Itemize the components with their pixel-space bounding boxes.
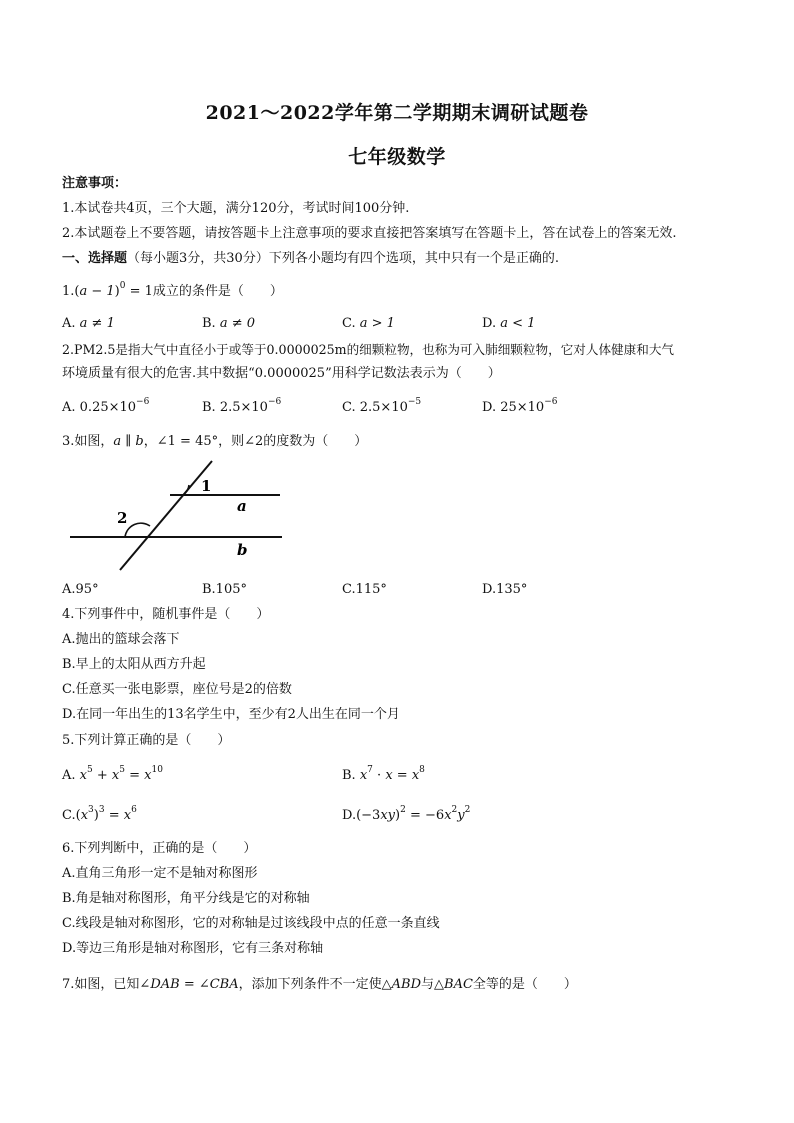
- q5-option-d: $D.(-3xy)^2 = -6x^2y^2$: [342, 805, 471, 823]
- q2-option-b: B. $2.5\times 10^{-6}$: [202, 397, 282, 415]
- q1-option-b: B. a ≠ 0: [202, 316, 256, 331]
- question-4: 4.下列事件中，随机事件是（ ）: [62, 607, 270, 622]
- q7-text-3: 与: [421, 977, 435, 992]
- q1-option-a: A. a ≠ 1: [62, 316, 115, 331]
- label-angle-2: 2: [117, 509, 128, 527]
- q1-text: 成立的条件是（ ）: [152, 284, 283, 299]
- q3-option-b: B.105°: [202, 582, 247, 597]
- notes-heading: 注意事项：: [62, 176, 128, 191]
- section-1-desc: （每小题3分，共30分）下列各小题均有四个选项，其中只有一个是正确的.: [127, 251, 559, 266]
- q2-line-1: 2.PM2.5是指大气中直径小于或等于0.0000025m的细颗粒物，也称为可入肺细颗粒物，它对人体健康和大气: [62, 342, 675, 357]
- q2-line-2: 环境质量有很大的危害.其中数据“0.0000025”用科学记数法表示为（ ）: [62, 366, 501, 381]
- question-6: 6.下列判断中，正确的是（ ）: [62, 841, 257, 856]
- q3-option-d: D.135°: [482, 582, 528, 597]
- q1-formula: $(a - 1)^0 = 1$: [74, 281, 153, 299]
- q3-figure: [62, 456, 292, 574]
- q6-option-a: A.直角三角形一定不是轴对称图形: [62, 866, 258, 881]
- q2-option-c: C. $2.5\times 10^{-5}$: [342, 397, 422, 415]
- exam-title: 2021～2022学年第二学期期末调研试题卷: [205, 102, 589, 124]
- q6-option-c: C.线段是轴对称图形，它的对称轴是过该线段中点的任意一条直线: [62, 916, 440, 931]
- q3-text: 3.如图，: [62, 434, 114, 449]
- label-line-a: a: [237, 497, 247, 515]
- q3-angle: ∠1 = 45°: [156, 434, 219, 449]
- q5-option-b: B. $x^7 \cdot x = x^8$: [342, 765, 425, 783]
- question-7: [62, 975, 577, 995]
- q3-option-c: C.115°: [342, 582, 387, 597]
- q7-triangle-abd: △ABD: [381, 977, 422, 992]
- q2-option-d: D. $25\times 10^{-6}$: [482, 397, 558, 415]
- q6-option-b: B.角是轴对称图形，角平分线是它的对称轴: [62, 891, 310, 906]
- q7-condition: ∠DAB = ∠CBA: [139, 977, 239, 992]
- question-5: 5.下列计算正确的是（ ）: [62, 733, 231, 748]
- question-3: 3.如图，a ∥ b，∠1 = 45°，则∠2的度数为（ ）: [62, 434, 368, 449]
- q3-option-a: A.95°: [62, 582, 99, 597]
- q3-formula: a ∥ b: [113, 434, 144, 449]
- q1-number: 1.: [62, 284, 75, 299]
- q7-text-4: 全等的是（ ）: [472, 977, 577, 992]
- section-1-heading: [62, 249, 559, 269]
- transversal: [120, 461, 212, 570]
- q1-option-d: D. a < 1: [482, 316, 536, 331]
- q4-option-c: C.任意买一张电影票，座位号是2的倍数: [62, 682, 292, 697]
- label-line-b: b: [237, 541, 248, 559]
- q6-option-d: D.等边三角形是轴对称图形，它有三条对称轴: [62, 941, 324, 956]
- q7-text: 7.如图，已知: [62, 977, 140, 992]
- q5-option-c: $C.(x^3)^3 = x^6$: [62, 805, 137, 823]
- q7-triangle-bac: △BAC: [434, 977, 473, 992]
- q4-option-a: A.抛出的篮球会落下: [62, 632, 180, 647]
- exam-subtitle: 七年级数学: [348, 146, 446, 168]
- angle-2-arc: [125, 523, 150, 537]
- q1-option-c: C. a > 1: [342, 316, 395, 331]
- q2-option-a: A. $0.25\times 10^{-6}$: [62, 397, 150, 415]
- note-2: 2.本试题卷上不要答题，请按答题卡上注意事项的要求直接把答案填写在答题卡上，答在试卷上的答案无效.: [62, 226, 677, 241]
- angle-1-arc: [183, 485, 189, 495]
- question-1: [62, 282, 283, 302]
- q7-text-2: ，添加下列条件不一定使: [238, 977, 382, 992]
- q5-option-a: A. $x^5 + x^5 = x^{10}$: [62, 765, 163, 783]
- section-1-label: 一、选择题: [62, 251, 128, 266]
- q3-text-2: ，则∠2的度数为（ ）: [218, 434, 368, 449]
- q4-option-b: B.早上的太阳从西方升起: [62, 657, 206, 672]
- note-1: 1.本试卷共4页，三个大题，满分120分，考试时间100分钟.: [62, 201, 410, 216]
- label-angle-1: 1: [201, 477, 212, 495]
- q4-option-d: D.在同一年出生的13名学生中，至少有2人出生在同一个月: [62, 707, 400, 722]
